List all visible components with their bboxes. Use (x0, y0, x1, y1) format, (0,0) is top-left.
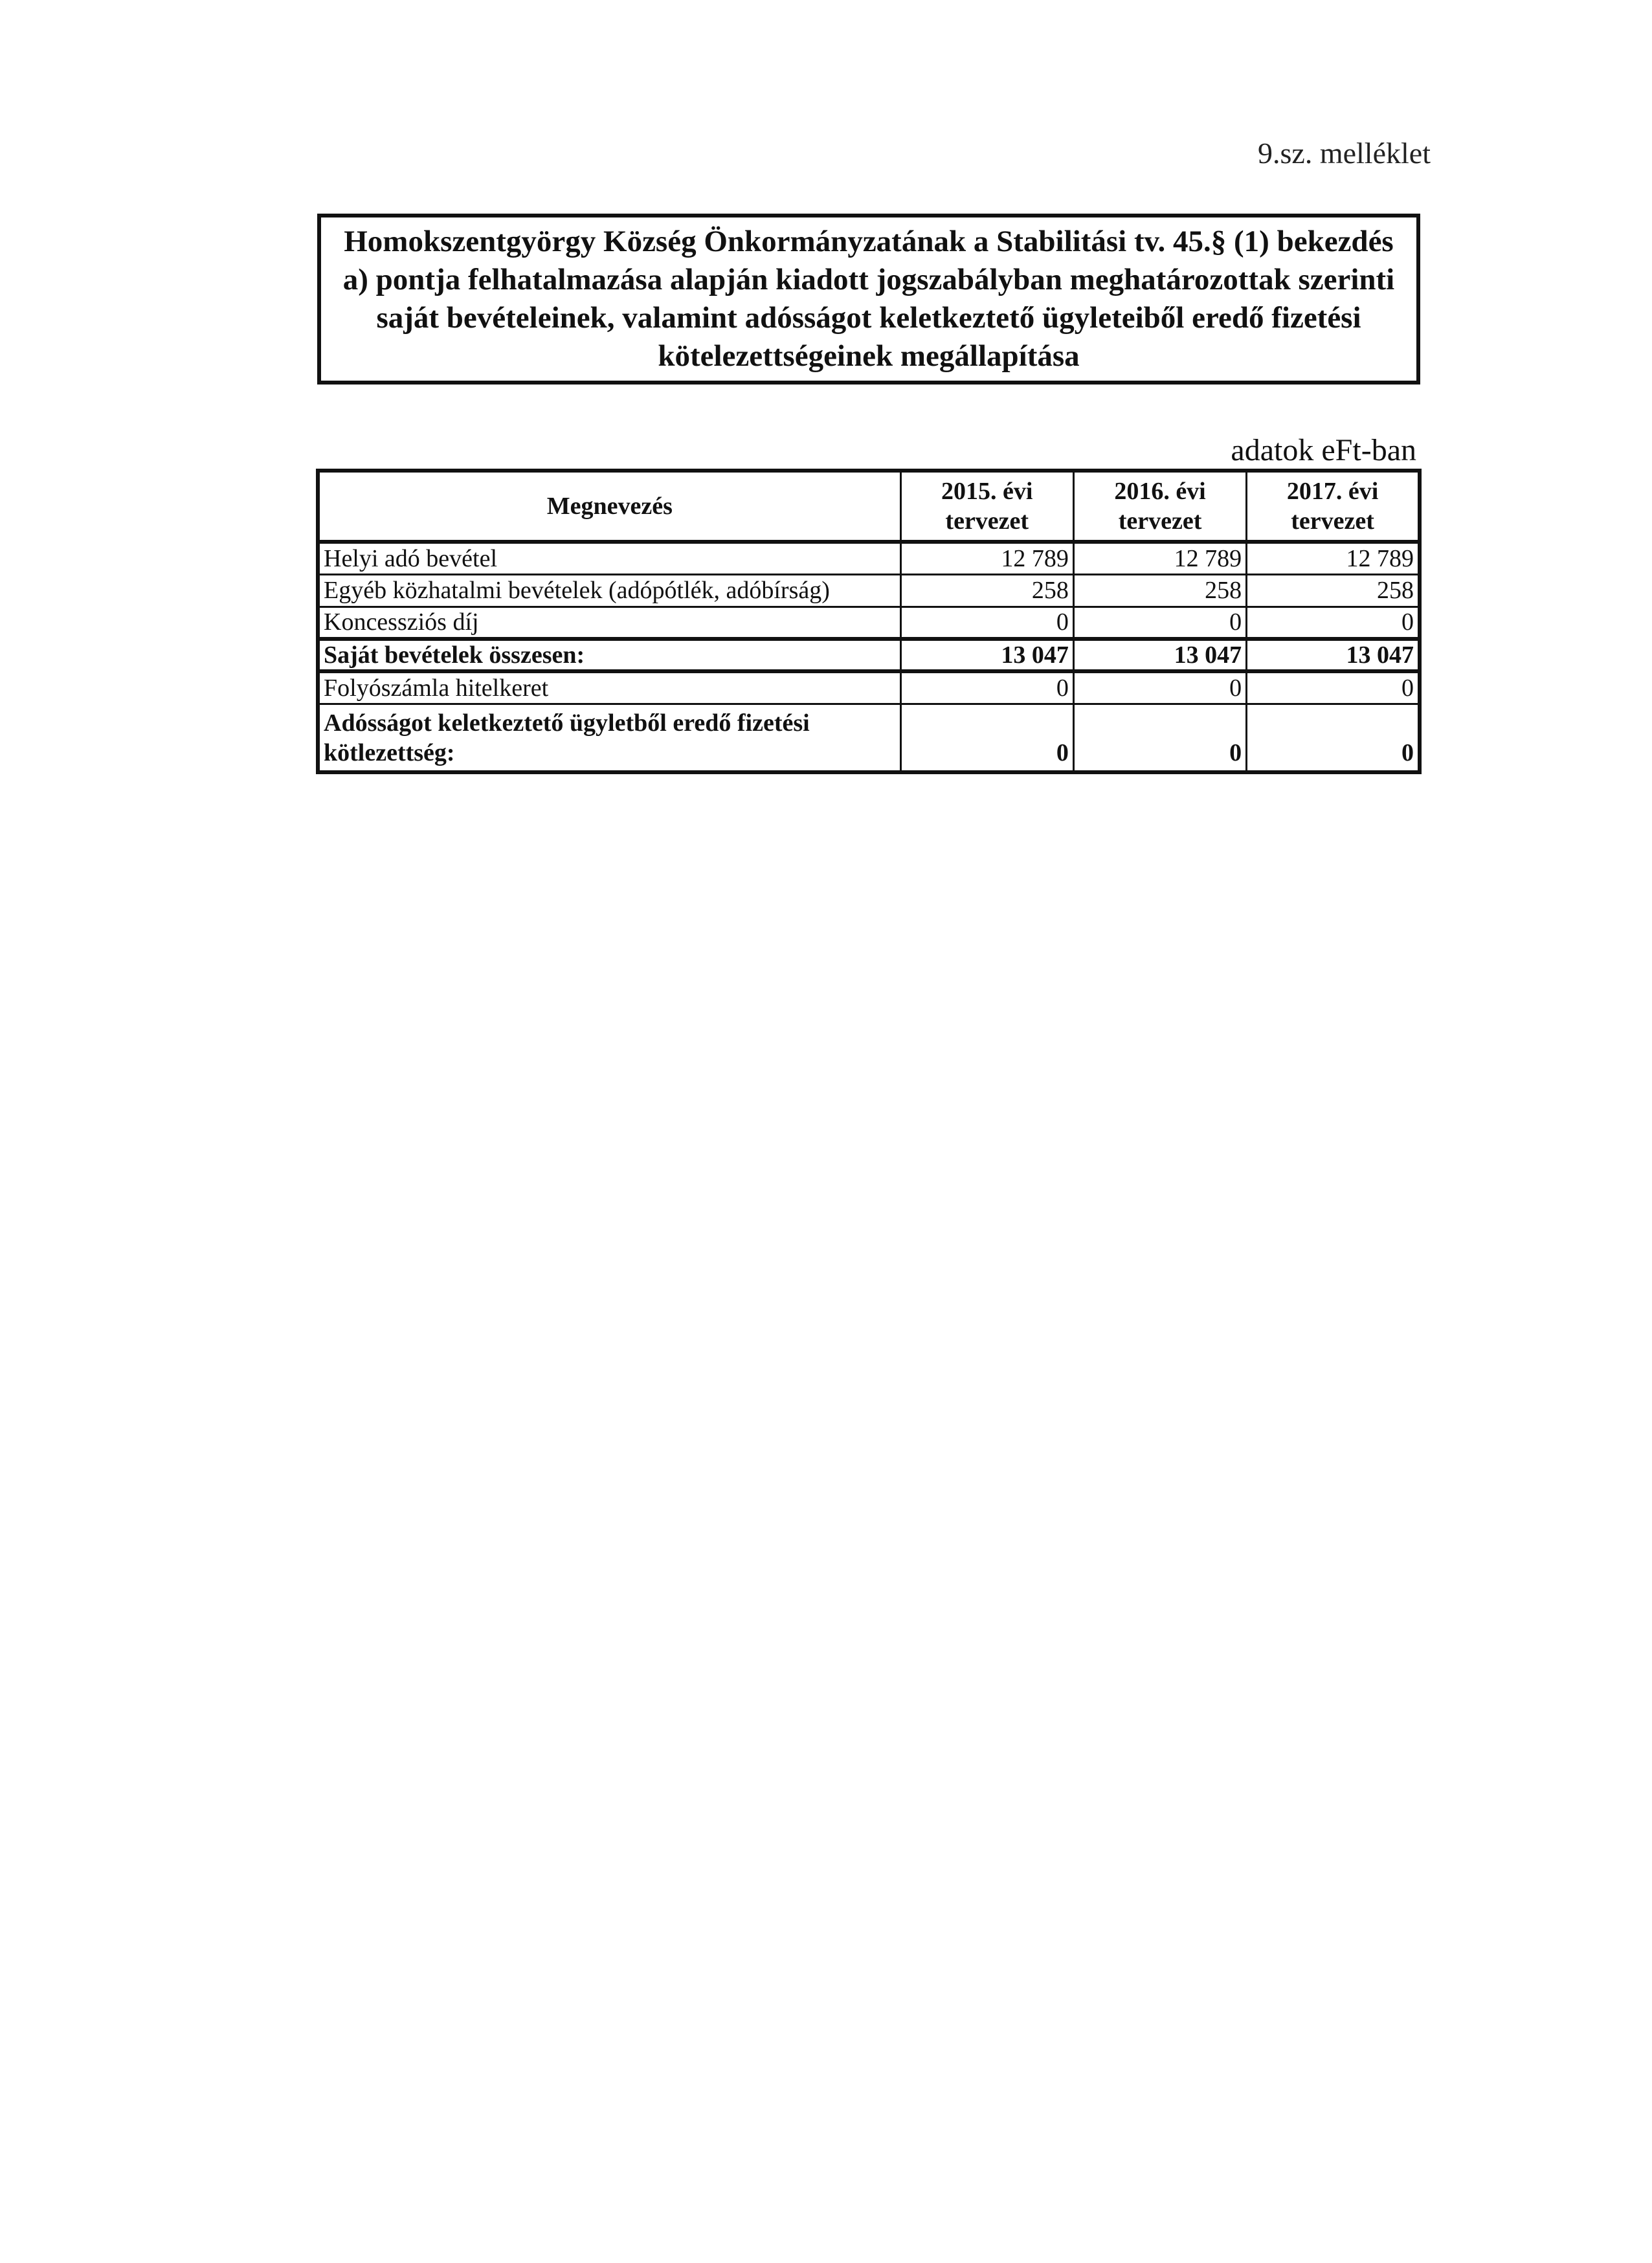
row-value-2016: 0 (1073, 607, 1246, 639)
row-value-2017: 12 789 (1247, 542, 1420, 574)
unit-note: adatok eFt-ban (1231, 433, 1416, 467)
row-value-2017: 0 (1247, 671, 1420, 704)
table-row-total (318, 639, 1420, 671)
row-label: Koncessziós díj (318, 607, 900, 639)
header-year-2015-kind: tervezet (945, 507, 1029, 535)
table-row (318, 542, 1420, 574)
annex-label: 9.sz. melléklet (1258, 137, 1431, 170)
row-value-2016: 0 (1073, 704, 1246, 772)
row-value-2017: 0 (1247, 704, 1420, 772)
table-row (318, 574, 1420, 607)
row-value-2016: 0 (1073, 671, 1246, 704)
row-value-2016: 13 047 (1073, 639, 1246, 671)
row-value-2017: 258 (1247, 574, 1420, 607)
table-header-row (318, 471, 1420, 542)
row-label: Saját bevételek összesen: (318, 639, 900, 671)
header-year-2015 (900, 471, 1073, 542)
row-value-2015: 0 (900, 704, 1073, 772)
row-value-2017: 0 (1247, 607, 1420, 639)
header-year-2015-year: 2015. évi (941, 478, 1033, 505)
row-value-2015: 0 (900, 671, 1073, 704)
row-label: Egyéb közhatalmi bevételek (adópótlék, adóbírság) (318, 574, 900, 607)
row-value-2015: 0 (900, 607, 1073, 639)
row-label: Helyi adó bevétel (318, 542, 900, 574)
header-year-2016-kind: tervezet (1118, 507, 1202, 535)
table-row (318, 607, 1420, 639)
revenue-table (316, 469, 1422, 774)
document-title: Homokszentgyörgy Község Önkormányzatának a Stabilitási tv. 45.§ (1) bekezdés a) pontja felhatalmazása alapján kiadott jogszabályban meghatározottak szerinti saját bevételeinek, valamint adósságot keletkeztető ügyleteiből eredő fizetési kötelezettségeinek megállapítása (317, 214, 1420, 385)
header-year-2016-year: 2016. évi (1114, 478, 1206, 505)
header-year-2017 (1247, 471, 1420, 542)
row-value-2015: 12 789 (900, 542, 1073, 574)
row-label: Folyószámla hitelkeret (318, 671, 900, 704)
row-value-2015: 258 (900, 574, 1073, 607)
header-year-2017-kind: tervezet (1291, 507, 1374, 535)
row-value-2017: 13 047 (1247, 639, 1420, 671)
table-row (318, 671, 1420, 704)
row-value-2016: 258 (1073, 574, 1246, 607)
header-year-2017-year: 2017. évi (1286, 478, 1379, 505)
row-value-2016: 12 789 (1073, 542, 1246, 574)
header-name: Megnevezés (318, 471, 900, 542)
row-value-2015: 13 047 (900, 639, 1073, 671)
row-label: Adósságot keletkeztető ügyletből eredő fizetési kötlezettség: (318, 704, 900, 772)
header-year-2016 (1073, 471, 1246, 542)
table-row-debt (318, 704, 1420, 772)
